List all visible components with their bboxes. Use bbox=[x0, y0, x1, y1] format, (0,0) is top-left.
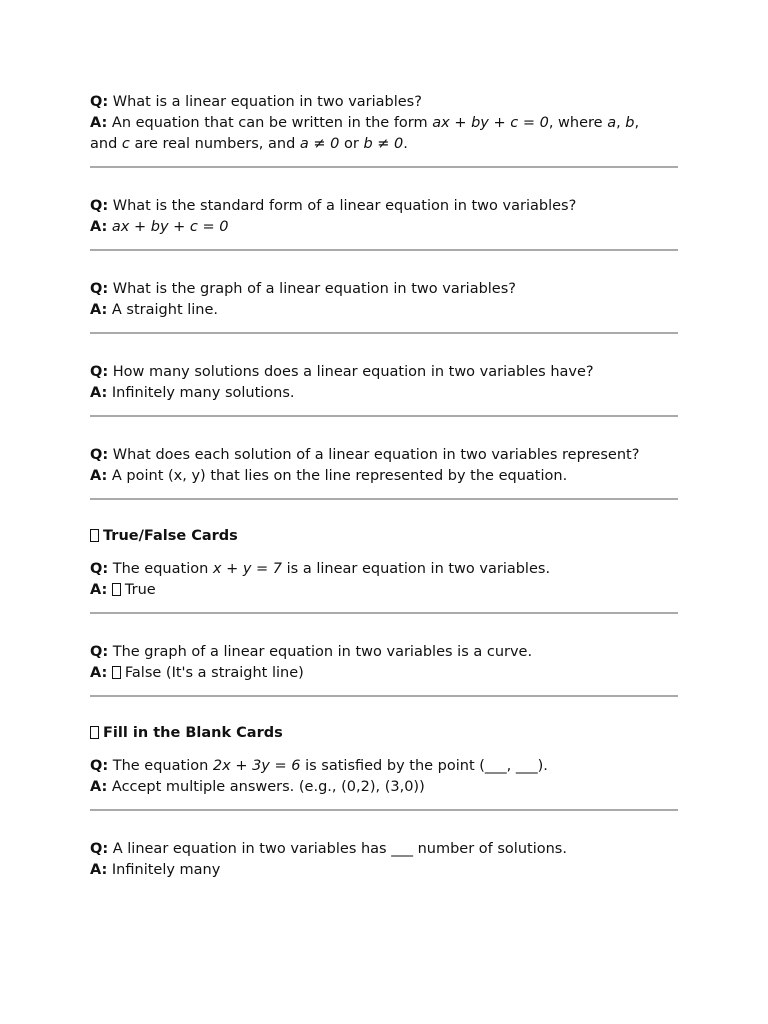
true-false-heading bbox=[90, 526, 678, 547]
card-divider bbox=[90, 249, 678, 251]
answer-condition: b ≠ 0 bbox=[363, 136, 404, 152]
question-line bbox=[90, 559, 678, 580]
answer-line bbox=[90, 383, 678, 404]
question-text: What is a linear equation in two variables? bbox=[112, 94, 422, 110]
answer-line bbox=[90, 580, 678, 601]
question-text: The graph of a linear equation in two variables is a curve. bbox=[112, 644, 533, 660]
answer-text: , bbox=[634, 115, 640, 131]
question-label: Q: bbox=[90, 198, 109, 214]
question-text: How many solutions does a linear equation in two variables have? bbox=[112, 364, 594, 380]
question-text: What is the standard form of a linear equation in two variables? bbox=[112, 198, 577, 214]
answer-text: or bbox=[339, 136, 364, 152]
answer-label: A: bbox=[90, 302, 108, 318]
flashcard-fb-2 bbox=[90, 839, 678, 881]
question-text: What does each solution of a linear equation in two variables represent? bbox=[112, 447, 640, 463]
flashcard-fb-1 bbox=[90, 756, 678, 798]
question-line bbox=[90, 362, 678, 383]
answer-line bbox=[90, 663, 678, 684]
answer-line bbox=[90, 113, 678, 155]
answer-text: A straight line. bbox=[111, 302, 219, 318]
question-line bbox=[90, 445, 678, 466]
question-label: Q: bbox=[90, 841, 109, 857]
answer-line bbox=[90, 860, 678, 881]
section-title: True/False Cards bbox=[103, 528, 238, 544]
missing-glyph-icon bbox=[112, 666, 121, 679]
answer-label: A: bbox=[90, 385, 108, 401]
card-divider bbox=[90, 332, 678, 334]
answer-text: False (It's a straight line) bbox=[124, 665, 304, 681]
answer-text: True bbox=[124, 582, 156, 598]
flashcard-5 bbox=[90, 445, 678, 487]
answer-text: Infinitely many bbox=[111, 862, 221, 878]
flashcard-3 bbox=[90, 279, 678, 321]
question-equation: 2x + 3y = 6 bbox=[212, 758, 301, 774]
answer-label: A: bbox=[90, 665, 108, 681]
question-label: Q: bbox=[90, 364, 109, 380]
missing-glyph-icon bbox=[90, 726, 99, 739]
answer-label: A: bbox=[90, 468, 108, 484]
answer-text: , where bbox=[548, 115, 608, 131]
flashcard-1 bbox=[90, 92, 678, 155]
question-text: The equation bbox=[112, 758, 213, 774]
question-text: is satisfied by the point (___, ___). bbox=[300, 758, 548, 774]
answer-line bbox=[90, 300, 678, 321]
answer-label: A: bbox=[90, 862, 108, 878]
missing-glyph-icon bbox=[112, 583, 121, 596]
answer-text: Infinitely many solutions. bbox=[111, 385, 295, 401]
answer-label: A: bbox=[90, 115, 108, 131]
question-equation: x + y = 7 bbox=[212, 561, 283, 577]
card-divider bbox=[90, 415, 678, 417]
answer-text: are real numbers, and bbox=[129, 136, 300, 152]
question-line bbox=[90, 839, 678, 860]
answer-condition: a ≠ 0 bbox=[299, 136, 340, 152]
answer-variable: a bbox=[607, 115, 617, 131]
card-divider bbox=[90, 498, 678, 500]
card-divider bbox=[90, 695, 678, 697]
question-label: Q: bbox=[90, 644, 109, 660]
flashcard-2 bbox=[90, 196, 678, 238]
answer-line bbox=[90, 466, 678, 487]
missing-glyph-icon bbox=[90, 529, 99, 542]
answer-line bbox=[90, 217, 678, 238]
answer-variable: c bbox=[121, 136, 130, 152]
question-label: Q: bbox=[90, 447, 109, 463]
card-divider bbox=[90, 809, 678, 811]
answer-text: An equation that can be written in the form bbox=[111, 115, 433, 131]
answer-text: , bbox=[616, 115, 626, 131]
answer-text: . bbox=[403, 136, 408, 152]
question-text: What is the graph of a linear equation in two variables? bbox=[112, 281, 516, 297]
card-divider bbox=[90, 612, 678, 614]
question-line bbox=[90, 642, 678, 663]
answer-text: Accept multiple answers. (e.g., (0,2), (3,0)) bbox=[111, 779, 425, 795]
question-text: A linear equation in two variables has ___ number of solutions. bbox=[112, 841, 567, 857]
question-text: The equation bbox=[112, 561, 213, 577]
question-label: Q: bbox=[90, 561, 109, 577]
question-label: Q: bbox=[90, 94, 109, 110]
question-line bbox=[90, 756, 678, 777]
answer-equation: ax + by + c = 0 bbox=[111, 219, 229, 235]
answer-label: A: bbox=[90, 219, 108, 235]
answer-equation: ax + by + c = 0 bbox=[432, 115, 549, 131]
card-divider bbox=[90, 166, 678, 168]
answer-text: A point (x, y) that lies on the line represented by the equation. bbox=[111, 468, 568, 484]
section-title: Fill in the Blank Cards bbox=[103, 725, 283, 741]
answer-text: and bbox=[90, 136, 122, 152]
flashcard-tf-1 bbox=[90, 559, 678, 601]
fill-blank-heading bbox=[90, 723, 678, 744]
question-label: Q: bbox=[90, 281, 109, 297]
answer-label: A: bbox=[90, 582, 108, 598]
question-label: Q: bbox=[90, 758, 109, 774]
answer-line bbox=[90, 777, 678, 798]
question-line bbox=[90, 196, 678, 217]
flashcard-4 bbox=[90, 362, 678, 404]
question-line bbox=[90, 279, 678, 300]
answer-label: A: bbox=[90, 779, 108, 795]
answer-variable: b bbox=[625, 115, 635, 131]
question-line bbox=[90, 92, 678, 113]
flashcard-tf-2 bbox=[90, 642, 678, 684]
question-text: is a linear equation in two variables. bbox=[282, 561, 551, 577]
